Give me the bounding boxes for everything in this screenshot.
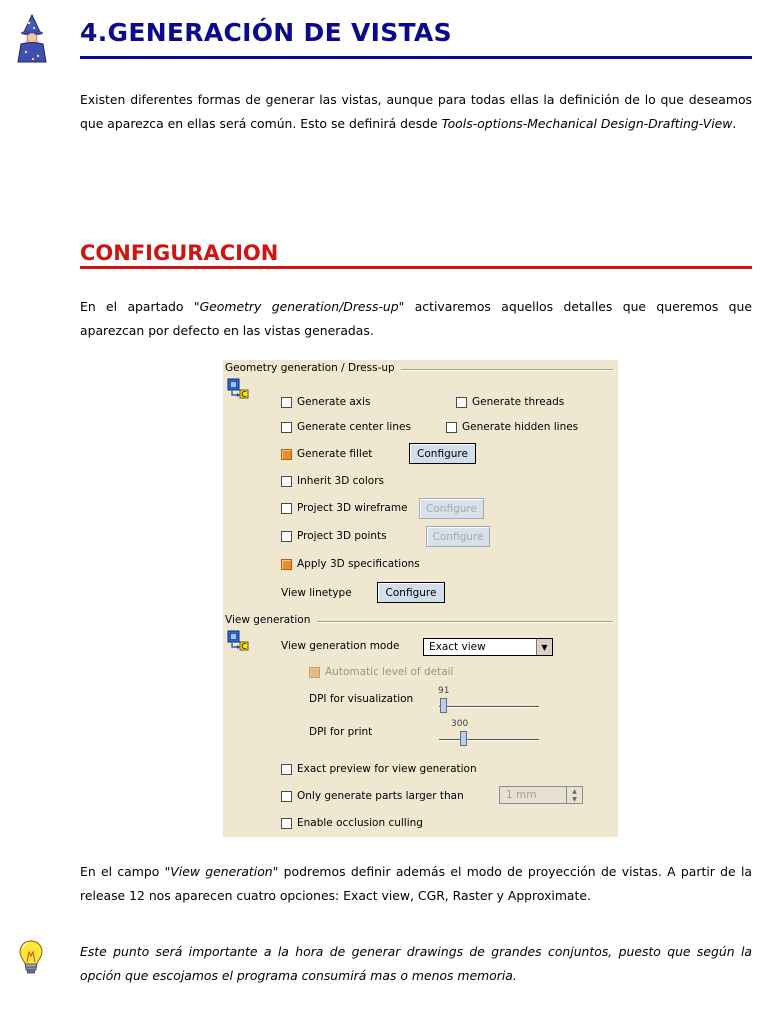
option-apply-3d-specifications[interactable]: Apply 3D specifications bbox=[281, 558, 420, 570]
view-linetype-label: View linetype bbox=[281, 587, 352, 599]
svg-text:c: c bbox=[241, 640, 247, 652]
option-project-3d-wireframe[interactable]: Project 3D wireframe bbox=[281, 502, 408, 514]
min-part-size-spinner[interactable]: 1 mm ▲ ▼ bbox=[499, 786, 583, 804]
dpi-visualization-label: DPI for visualization bbox=[309, 693, 414, 705]
option-generate-fillet[interactable]: Generate fillet bbox=[281, 448, 372, 460]
svg-text:c: c bbox=[241, 388, 247, 400]
group-title-geometry: Geometry generation / Dress-up bbox=[225, 362, 395, 374]
wizard-icon bbox=[12, 14, 52, 64]
group-divider bbox=[401, 369, 613, 371]
intro-paragraph: Existen diferentes formas de generar las vistas, aunque para todas ellas la definición de lo que deseamos que aparezca en ellas será común. Esto se definirá desde Tools-options-Mechanical Design-Drafting-View. bbox=[80, 92, 752, 131]
config-paragraph: En el apartado "Geometry generation/Dress-up" activaremos aquellos detalles que queremos que aparezcan por defecto en las vistas generadas. bbox=[80, 299, 753, 338]
dpi-visualization-slider[interactable] bbox=[440, 698, 447, 713]
generate-center-lines-checkbox[interactable] bbox=[281, 422, 292, 433]
spin-down-icon[interactable]: ▼ bbox=[572, 795, 577, 803]
options-path: Tools-options-Mechanical Design-Drafting-View bbox=[441, 116, 733, 131]
linetype-configure-button[interactable]: Configure bbox=[377, 582, 445, 603]
exact-preview-checkbox[interactable] bbox=[281, 764, 292, 775]
view-generation-mode-select[interactable]: Exact view ▼ bbox=[423, 638, 553, 656]
group-title-view-generation: View generation bbox=[225, 614, 311, 626]
section-title: GENERACIÓN DE VISTAS bbox=[107, 18, 452, 47]
lightbulb-icon bbox=[18, 940, 44, 976]
option-exact-preview[interactable]: Exact preview for view generation bbox=[281, 763, 477, 775]
option-generate-axis[interactable]: Generate axis bbox=[281, 396, 370, 408]
spin-up-icon[interactable]: ▲ bbox=[572, 787, 577, 795]
config-underline bbox=[80, 266, 752, 269]
option-generate-hidden-lines[interactable]: Generate hidden lines bbox=[446, 421, 578, 433]
option-generate-threads[interactable]: Generate threads bbox=[456, 396, 564, 408]
option-automatic-lod[interactable]: Automatic level of detail bbox=[309, 666, 453, 678]
options-dialog bbox=[223, 360, 618, 837]
option-inherit-3d-colors[interactable]: Inherit 3D colors bbox=[281, 475, 384, 487]
apply-3d-specifications-checkbox[interactable] bbox=[281, 559, 292, 570]
automatic-lod-checkbox[interactable] bbox=[309, 667, 320, 678]
option-only-generate-larger[interactable]: Only generate parts larger than bbox=[281, 790, 464, 802]
chevron-down-icon[interactable]: ▼ bbox=[536, 639, 552, 655]
fillet-configure-button[interactable]: Configure bbox=[409, 443, 476, 464]
option-generate-center-lines[interactable]: Generate center lines bbox=[281, 421, 411, 433]
option-occlusion-culling[interactable]: Enable occlusion culling bbox=[281, 817, 423, 829]
dpi-print-label: DPI for print bbox=[309, 726, 373, 738]
generate-threads-checkbox[interactable] bbox=[456, 397, 467, 408]
generate-axis-checkbox[interactable] bbox=[281, 397, 292, 408]
tip-note: Este punto será importante a la hora de generar drawings de grandes conjuntos, puesto que según la opción que escojamos el programa consumirá mas o menos memoria. bbox=[80, 944, 752, 983]
view-generation-paragraph: En el campo "View generation" podremos definir además el modo de proyección de vistas. A partir de la release 12 nos aparecen cuatro opciones: Exact view, CGR, Raster y Approximate. bbox=[80, 864, 752, 903]
dpi-print-slider[interactable] bbox=[460, 731, 467, 746]
project-3d-points-checkbox[interactable] bbox=[281, 531, 292, 542]
page-title bbox=[80, 18, 452, 47]
geometry-generation-icon bbox=[227, 378, 249, 400]
inherit-3d-colors-checkbox[interactable] bbox=[281, 476, 292, 487]
title-underline bbox=[80, 56, 752, 59]
dpi-visualization-value: 91 bbox=[438, 686, 450, 696]
occlusion-culling-checkbox[interactable] bbox=[281, 818, 292, 829]
dpi-print-track bbox=[439, 739, 539, 741]
section-number: 4. bbox=[80, 18, 108, 47]
dpi-print-value: 300 bbox=[451, 719, 469, 729]
view-generation-mode-label: View generation mode bbox=[281, 640, 400, 652]
group-divider bbox=[317, 621, 613, 623]
wireframe-configure-button[interactable]: Configure bbox=[419, 498, 484, 519]
generate-fillet-checkbox[interactable] bbox=[281, 449, 292, 460]
config-heading: CONFIGURACION bbox=[80, 241, 279, 265]
view-generation-icon bbox=[227, 630, 249, 652]
points-configure-button[interactable]: Configure bbox=[426, 526, 490, 547]
dpi-visualization-track bbox=[439, 706, 539, 708]
only-generate-larger-checkbox[interactable] bbox=[281, 791, 292, 802]
generate-hidden-lines-checkbox[interactable] bbox=[446, 422, 457, 433]
project-3d-wireframe-checkbox[interactable] bbox=[281, 503, 292, 514]
option-project-3d-points[interactable]: Project 3D points bbox=[281, 530, 387, 542]
